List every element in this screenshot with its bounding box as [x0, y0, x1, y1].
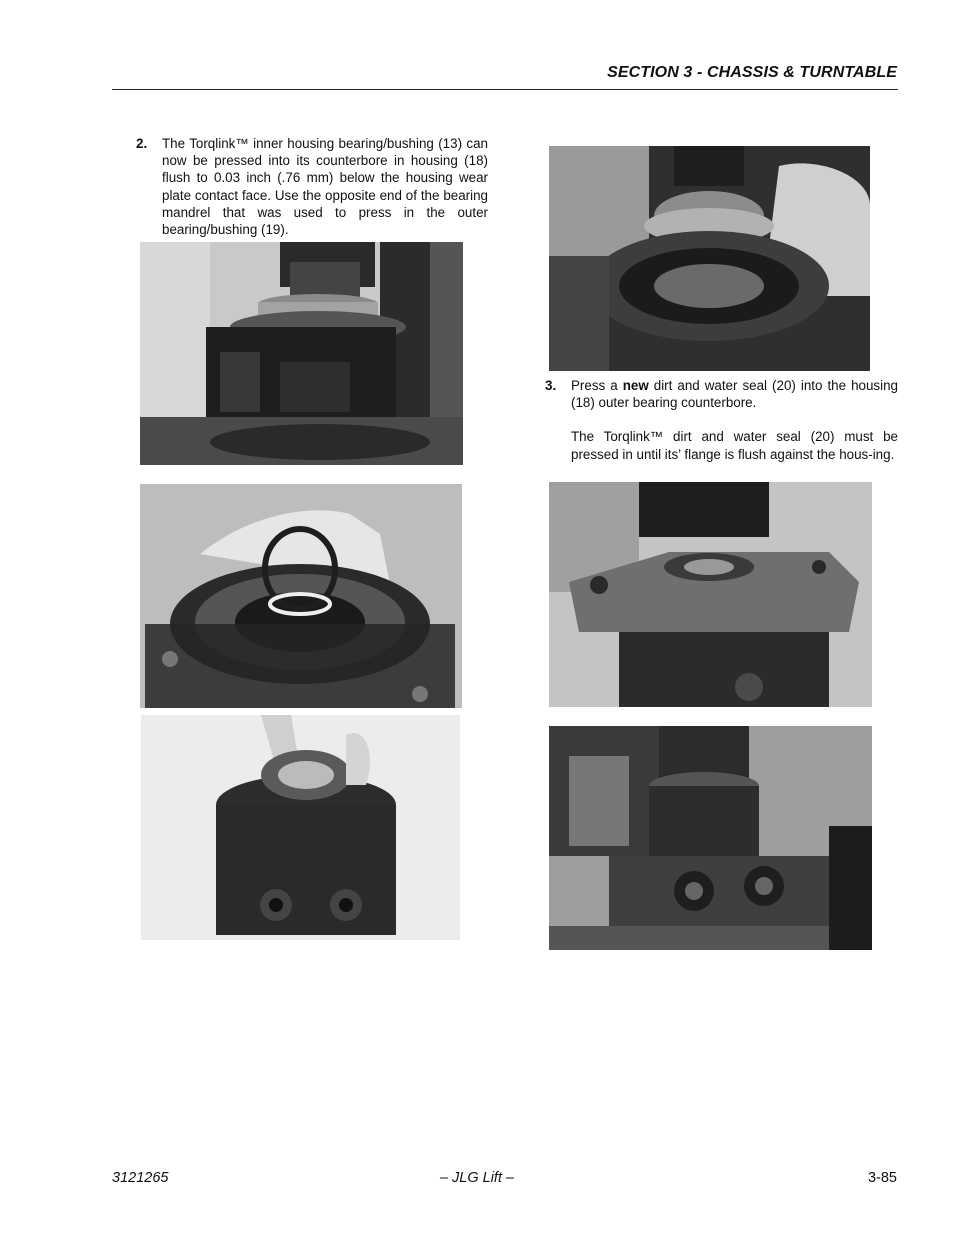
step-3-number: 3.: [545, 378, 557, 393]
photo-bushing-insert: [140, 484, 462, 708]
photo-roller-bearing: [141, 715, 460, 940]
step-2-text: The Torqlink™ inner housing bearing/bushing (13) can now be pressed into its counterbore in housing (18) flush to 0.03 inch (.76 mm) below the housing wear plate contact face. Use the opposite end of the bearing mandrel that was used to press in the outer bearing/bushing (19).: [162, 136, 488, 238]
photo-seal-flush: [549, 482, 872, 707]
step-3-note: The Torqlink™ dirt and water seal (20) must be pressed in until its’ flange is flush against the hous-ing.: [571, 429, 898, 462]
photo-bearing-press: [140, 242, 463, 465]
section-header-title: SECTION 3 - CHASSIS & TURNTABLE: [607, 64, 897, 81]
footer-publisher: – JLG Lift –: [439, 1170, 515, 1186]
footer-page-number: 3-85: [867, 1170, 897, 1186]
footer-doc-number: 3121265: [112, 1170, 169, 1186]
photo-housing-press: [549, 726, 872, 950]
step-3: [545, 377, 898, 463]
step-3-bold-new: new: [622, 378, 649, 393]
step-3-text: [571, 377, 898, 411]
step-2: [136, 135, 488, 238]
header-rule: [112, 89, 898, 90]
step-3-text-start: Press a: [571, 378, 623, 393]
photo-seal-alignment: [549, 146, 870, 371]
step-3-text-end: dirt and water seal (20) into the housing (18) outer bearing counterbore.: [571, 378, 898, 411]
step-2-number: 2.: [136, 136, 148, 151]
